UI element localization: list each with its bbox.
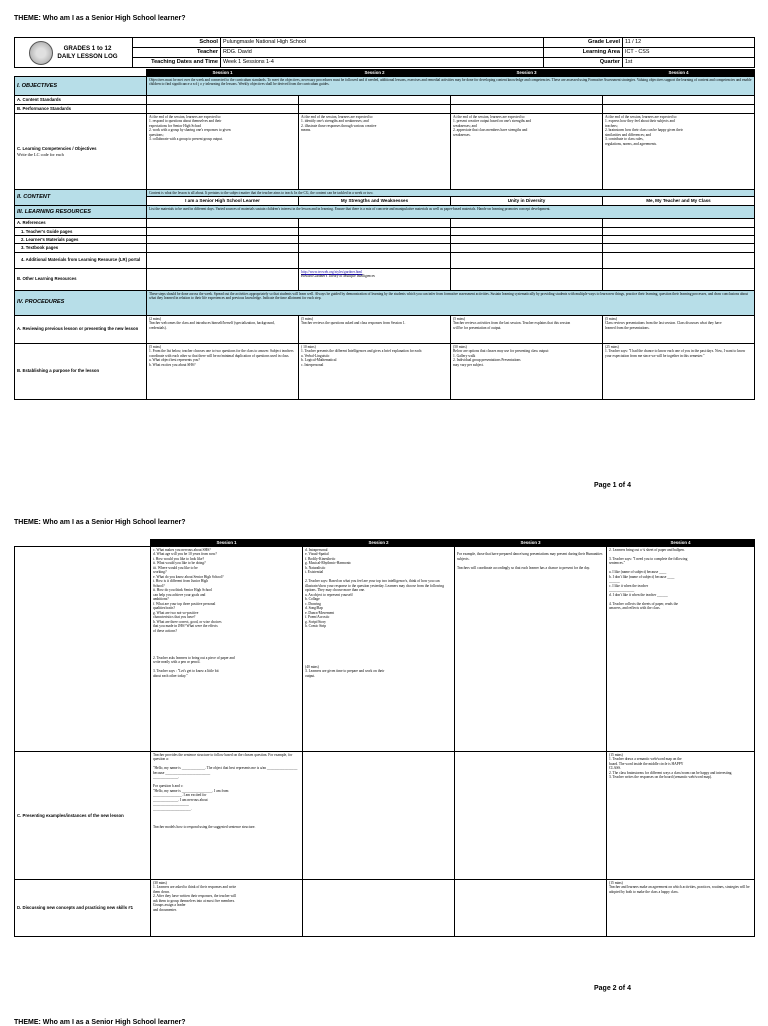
- procedure-c-session-1: Teacher provides the sentence structure to follow based on the chosen question. For example, for question a: "Hello, my name is _____________. The object that best represents me is a/an _________________ because _________________________ ______________. For question b and c: "Hello, my name is _________________. I am from ________________. I am excited for ______________. I am nervous about ____________________ _____________________. Teacher models how to respond using the suggested sentence structure.: [151, 752, 303, 880]
- procedure-a-session-2: (5 mins) Teacher reviews the questions asked and class responses from Session 1.: [299, 315, 451, 343]
- lc-session-2: At the end of the session, learners are expected to: 1. identify one's strengths and weaknesses; and 2. illustrate those responses through various creative means.: [299, 114, 451, 190]
- session-4-header: Session 4: [603, 70, 755, 77]
- performance-standards-label: B. Performance Standards: [15, 105, 147, 114]
- procedure-a-session-3: (5 mins) Teacher reviews activities from the last session. Teacher explains that this session will be for presentation of output.: [451, 315, 603, 343]
- content-title-1: I am a Senior High School Learner: [147, 197, 299, 206]
- dates-value: Week 1 Sessions 1-4: [221, 58, 544, 68]
- page2-lesson-table: [14, 539, 755, 937]
- establish-purpose-session-2: d. Intrapersonal e. Visual-Spatial f. Bodily-Kinesthetic g. Musical-Rhythmic-Harmonic h. Naturalistic i. Existential 2. Teacher says: Based on what you feel are your top two intelligence/s, think of how you can illustrate/show your response to the question yesterday. Learners may choose from the following options. They may choose more than one. a. An object to represent yourself b. Collage c. Drawing d. Song/Rap e. Dance/Movement f. Poem/Acrostic g. Script/Story h. Comic Strip (40 mins) 3. Learners are given time to prepare and work on their output.: [303, 547, 455, 752]
- procedure-a-session-1: (2 mins) Teacher welcomes the class and introduces himself/herself (specialization, background, credentials).: [147, 315, 299, 343]
- procedure-d-session-4: (15 mins) Teacher and learners make an agreement on which activities, practices, routines, strategies will be adopted by both to make the class a happy class.: [607, 880, 755, 937]
- procedures-label: IV. PROCEDURES: [15, 290, 147, 315]
- session-3-header: Session 3: [451, 70, 603, 77]
- page1-number: Page 1 of 4: [594, 482, 631, 489]
- objectives-label: I. OBJECTIVES: [15, 77, 147, 96]
- procedure-d-label: D. Discussing new concepts and practicing new skills #1: [15, 880, 151, 937]
- establish-purpose-session-4: 2. Learners bring out a ¼ sheet of paper and ballpen. 3. Teacher says: "I need you to complete the following sentences." a. I like (name of subject) because ____ b. I don't like (name of subject) because ____ ______ c. I like it when the teacher ______________ d. I don't like it when the teacher ______ 4. Teacher collects the sheets of paper, reads the answers, and reflects with the class.: [607, 547, 755, 752]
- textbook-pages-label: 3. Textbook pages: [15, 244, 147, 252]
- lc-session-1: At the end of the session, learners are expected to: 1. respond to questions about themselves and their expectations for Senior High School 2. work with a group by sharing one's responses to given questions; 3. collaborate with a group to present group output.: [147, 114, 299, 190]
- area-label: Learning Area: [544, 48, 623, 58]
- deped-seal-icon: [29, 41, 53, 65]
- page2-session-4-header: Session 4: [607, 540, 755, 547]
- learning-competencies-label: [15, 114, 147, 190]
- procedure-b-session-4: (25 mins) 1. Teacher says: "I had the chance to know each one of you in the past days. Now, I want to know your expectation from me since we will be together in this semester.": [603, 343, 755, 399]
- lc-session-3: At the end of the session, learners are expected to: 1. present creative output based on one's strengths and weaknesses; and 2. appreciate that class members have strengths and weaknesses.: [451, 114, 603, 190]
- establish-purpose-session-3: For example, those that have prepared dance/song presentations may present during their Humanities subjects. Teachers will coordinate accordingly so that each learner has a chance to present for the day.: [455, 547, 607, 752]
- procedure-b-label: B. Establishing a purpose for the lesson: [15, 343, 147, 399]
- content-label: II. CONTENT: [15, 190, 147, 206]
- procedure-d-session-1: (30 mins) 1. Learners are asked to think of their responses and write them down. 2. After they have written their responses, the teacher will ask them to group themselves into at most five members. Groups assign a leader and documenter.: [151, 880, 303, 937]
- teacher-label: Teacher: [133, 48, 221, 58]
- area-value: ICT - CSS: [623, 48, 755, 58]
- objectives-text: Objectives must be met over the week and connected to the curriculum standards. To meet the objectives, necessary procedures must be followed and if needed, additional lessons, exercises and remedial activities may be done for developing content knowledge and competencies. These are assessed using Formative Assessment strategies. Valuing objectives support the learning of content and competencies and enable children to find significance a n d j o y inlearning the lessons. Weekly objectives shall be derived from the curriculum guides.: [147, 77, 755, 96]
- lc-title: C. Learning Competencies / Objectives: [17, 146, 97, 152]
- page2-session-3-header: Session 3: [455, 540, 607, 547]
- page1-theme: THEME: Who am I as a Senior High School learner?: [14, 15, 186, 22]
- grade-value: 11 / 12: [623, 38, 755, 48]
- quarter-value: 1st: [623, 58, 755, 68]
- procedure-a-label: A. Reviewing previous lesson or presenting the new lesson: [15, 315, 147, 343]
- procedure-b-session-3: (50 mins) Below are options that classes may use for presenting class output: 1. Gallery walk 2. Individual group presentations Presentations may vary per subject.: [451, 343, 603, 399]
- lc-session-4: At the end of the session, learners are expected to: 1. express how they feel about their subjects and teachers; 2. brainstorm how their class can be happy given their similarities and differences; and 3. contribute to class rules, regulations, norms, and agreements.: [603, 114, 755, 190]
- procedure-c-session-4: (15 mins) 1. Teacher draws a semantic web/word map on the board. The word inside the middle circle is HAPPY CLASS. 2. The class brainstorms for different ways a class/room can be happy and interesting. 3. Teacher writes the responses on the board (semantic web/word map).: [607, 752, 755, 880]
- procedure-b-session-2: ( 10 mins) 1. Teacher presents the different Intelligences and gives a brief explanation for each: a. Verbal-Linguistic b. Logical-Mathematical c. Interpersonal: [299, 343, 451, 399]
- learning-resources-text: List the materials to be used in different days. Varied sources of materials sustain children's interest in the lesson and in learning. Ensure that there is a mix of concrete and manipulative materials as well as paper-based materials. Hands-on learning promotes concept development.: [147, 206, 755, 219]
- page1-header-table: [14, 37, 755, 68]
- title-line2: DAILY LESSON LOG: [57, 52, 118, 60]
- gardner-text: Howard Gardner's Theory of Multiple Intelligences: [301, 274, 375, 279]
- content-title-3: Unity in Diversity: [451, 197, 603, 206]
- content-title-4: Me, My Teacher and My Class: [603, 197, 755, 206]
- procedure-c-label: C. Presenting examples/instances of the new lesson: [15, 752, 151, 880]
- session-2-header: Session 2: [299, 70, 451, 77]
- page2-theme: THEME: Who am I as a Senior High School learner?: [14, 519, 186, 526]
- learners-materials-label: 2. Learner's Materials pages: [15, 235, 147, 243]
- procedures-text: These steps should be done across the week. Spread out the activities appropriately so that students will learn well. Always be guided by demonstration of learning by the students which you can infer from formative assessment activities. Sustain learning systematically by providing students with multiple ways to learn new things, practice their learning, question their learning processes, and draw conclusions about what they learned in relation to their life experiences and previous knowledge. Indicate the time allotment for each step.: [147, 290, 755, 315]
- learning-resources-label: III. LEARNING RESOURCES: [15, 206, 147, 219]
- page1-lesson-table: [14, 69, 755, 400]
- content-title-2: My Strengths and Weaknesses: [299, 197, 451, 206]
- quarter-label: Quarter: [544, 58, 623, 68]
- content-text: Content is what the lesson is all about. It pertains to the subject matter that the teacher aims to teach. In the CG, the content can be tackled in a week or two.: [147, 190, 755, 197]
- page3-theme-partial: THEME: Who am I as a Senior High School learner?: [14, 1019, 186, 1026]
- page2-number: Page 2 of 4: [594, 985, 631, 992]
- teachers-guide-label: 1. Teacher's Guide pages: [15, 227, 147, 235]
- title-line1: GRADES 1 to 12: [63, 44, 112, 52]
- gardner-link[interactable]: http://www.tecweb.org/styles/gardner.html: [301, 269, 363, 274]
- procedure-a-session-4: (5 mins) Class reviews presentations from the last session. Class discusses what they have learned from the presentations.: [603, 315, 755, 343]
- establish-purpose-session-1: c. What makes you nervous about SHS? d. What age will you be 10 years from now? i. How would you like to look like? ii. What would you like to be doing? iii. Where would you like to be working? e. What do you know about Senior High School? i. How is it different from Junior High School? ii. How do you think Senior High School can help you achieve your goals and ambitions? f. What are your top three positive personal qualities/traits? g. What are two not-so-positive characteristics that you have? h. What are three correct, good, or wise choices that you made in JHS? What were the effects of these actions? 2. Teacher asks learners to bring out a piece of paper and write neatly with a pen or pencil. 3. Teacher says : "Let's get to know a little bit about each other today.": [151, 547, 303, 752]
- teacher-value: RDG. David: [221, 48, 544, 58]
- page2-session-2-header: Session 2: [303, 540, 455, 547]
- other-resources-label: B. Other Learning Resources: [15, 268, 147, 290]
- grade-label: Grade Level: [544, 38, 623, 48]
- school-value: Pulungmasle National High School: [221, 38, 544, 48]
- procedure-b-session-1: (5 mins) 1. From the list below, teacher chooses one to two questions for the class to answer. Subject teachers coordinate with each other so that there will be no/minimal duplication of questions used in class. a. What object best represents you? b. What excites you about SHS?: [147, 343, 299, 399]
- school-label: School: [133, 38, 221, 48]
- dates-label: Teaching Dates and Time: [133, 58, 221, 68]
- content-standards-label: A. Content Standards: [15, 96, 147, 105]
- other-resources-cell: [299, 268, 451, 290]
- additional-materials-label: 4. Additional Materials from Learning Resource (LR) portal: [15, 252, 147, 268]
- page2-session-1-header: Session 1: [151, 540, 303, 547]
- session-1-header: Session 1: [147, 70, 299, 77]
- references-label: A. References: [15, 219, 147, 227]
- lc-subtitle: Write the LC code for each: [17, 151, 64, 157]
- dll-title: [15, 38, 133, 68]
